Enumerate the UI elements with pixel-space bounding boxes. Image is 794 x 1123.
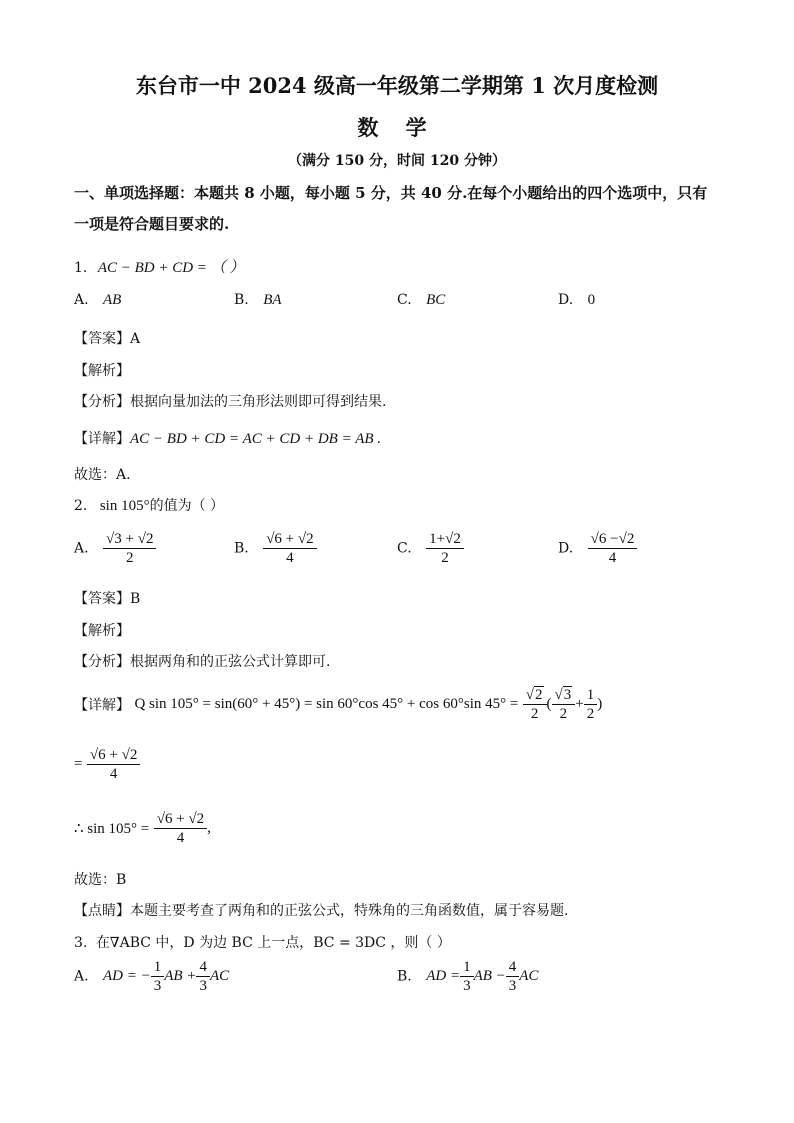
q2-option-b-denominator: 4 <box>286 550 294 566</box>
q2-therefore-numerator: √6 + √2 <box>154 810 207 829</box>
q2-xiangjie: 【详解】 Q sin 105° = sin(60° + 45°) = sin 60°cos 45° + cos 60°sin 45° = $\frac{√2}{2}$ ( $\frac{√3}{2}$ + $\frac{1}{2}$ ) <box>74 687 603 722</box>
q1-fenxi <box>74 391 386 411</box>
q2-fenxi <box>74 651 330 671</box>
q1-fenxi-text: 根据向量加法的三角形法则即可得到结果. <box>130 394 387 410</box>
q1-option-d-text: 0 <box>587 292 596 308</box>
q1-answer-label: 【答案】 <box>74 331 130 347</box>
q1-option-d <box>558 292 595 309</box>
q2-choose: 故选：B <box>74 872 127 888</box>
q2-dianjing-label: 【点睛】 <box>74 903 130 919</box>
q2-option-c-numerator: 1+√2 <box>426 530 464 549</box>
q2-xiangjie-result-line: = $\frac{√6 + √2}{4}$ <box>74 746 140 783</box>
q2-therefore-fraction <box>154 810 207 847</box>
q2-xiangjie-frac-1-over-2: $\frac{1}{2}$ <box>584 686 598 723</box>
q1-option-c <box>397 292 445 309</box>
q1-xiangjie-label: 【详解】 <box>74 431 130 447</box>
q2-stem-math: sin 105° <box>99 498 150 514</box>
q2-option-a-label: A. <box>74 540 89 557</box>
q1-number: 1. <box>74 260 88 276</box>
q2-xiangjie-expression: Q sin 105° = sin(60° + 45°) = sin 60°cos 45° + cos 60°sin 45° = <box>134 696 519 712</box>
q3-option-b: B. AD = $\frac{1}{3}$ AB − $\frac{4}{3}$ AC <box>397 959 539 994</box>
q3-number: 3. <box>74 935 88 951</box>
q2-therefore-denominator: 4 <box>176 830 185 846</box>
q2-option-d-numerator: √6 −√2 <box>588 530 638 549</box>
q1-option-b-label: B. <box>234 292 249 308</box>
q1-option-b-text: BA <box>263 292 282 308</box>
q2-xiangjie-label: 【详解】 <box>74 697 130 714</box>
q1-option-c-text: BC <box>426 292 446 308</box>
q2-number: 2. <box>74 498 88 514</box>
section-heading-line1: 一、单项选择题：本题共 8 小题，每小题 5 分，共 40 分.在每个小题给出的四个选项中，只有 <box>74 184 708 202</box>
q2-option-b <box>234 530 317 567</box>
q2-stem-text: 的值为（ ） <box>149 498 225 514</box>
q2-answer-value: B <box>130 591 141 607</box>
q2-option-c-denominator: 2 <box>441 550 449 566</box>
q2-xiangjie-frac-sqrt3-over-2: $\frac{√3}{2}$ <box>552 686 576 723</box>
q2-result-fraction <box>87 746 140 783</box>
q2-dianjing <box>74 900 568 920</box>
q1-option-c-label: C. <box>397 292 412 308</box>
page-title: 东台市一中 2024 级高一年级第二学期第 1 次月度检测 <box>135 73 659 98</box>
q3-option-b-label: B. <box>397 968 412 985</box>
q2-option-b-numerator: √6 + √2 <box>263 530 316 549</box>
q2-option-c-fraction <box>426 530 464 567</box>
q3-option-a: A. AD = − $\frac{1}{3}$ AB + $\frac{4}{3}$ AC <box>74 959 230 994</box>
q2-fenxi-label: 【分析】 <box>74 654 130 670</box>
q1-option-a-text: AB <box>103 292 122 308</box>
q1-option-a-label: A. <box>74 292 89 308</box>
q2-option-a <box>74 530 156 567</box>
q2-option-a-fraction <box>103 530 156 567</box>
q2-option-c-label: C. <box>397 540 412 557</box>
q1-answer <box>74 328 140 348</box>
q2-option-b-label: B. <box>234 540 249 557</box>
q1-stem <box>74 256 244 277</box>
q2-answer-label: 【答案】 <box>74 591 130 607</box>
q1-option-b <box>234 292 282 309</box>
q2-option-d-label: D. <box>558 540 574 557</box>
q3-stem <box>74 932 451 952</box>
q2-analysis-title: 【解析】 <box>74 623 130 639</box>
q1-fenxi-label: 【分析】 <box>74 394 130 410</box>
q1-answer-value: A <box>130 331 141 347</box>
section-heading-line2: 一项是符合题目要求的. <box>74 215 230 233</box>
q1-option-a <box>74 292 121 309</box>
q2-option-c <box>397 530 464 567</box>
q2-option-d-denominator: 4 <box>608 550 617 566</box>
q1-expression: AC − BD + CD = （ ） <box>97 260 245 276</box>
q1-option-d-label: D. <box>558 292 574 308</box>
q3-stem-text: 在∇ABC 中，D 为边 BC 上一点，BC = 3DC ，则（ ） <box>95 935 451 951</box>
score-time-line: （满分 150 分，时间 120 分钟） <box>288 153 506 169</box>
q2-dianjing-text: 本题主要考查了两角和的正弦公式，特殊角的三角函数值，属于容易题. <box>130 903 569 919</box>
q2-fenxi-text: 根据两角和的正弦公式计算即可. <box>130 654 331 670</box>
q1-analysis-title: 【解析】 <box>74 363 130 379</box>
q1-choose: 故选：A. <box>74 467 131 483</box>
subject-title: 数 学 <box>357 115 437 140</box>
q2-option-a-denominator: 2 <box>125 550 134 566</box>
q2-option-a-numerator: √3 + √2 <box>103 530 156 549</box>
q2-result-denominator: 4 <box>109 766 118 782</box>
q2-option-d <box>558 530 637 567</box>
q2-xiangjie-frac-sqrt2-over-2: $\frac{√2}{2}$ <box>523 686 547 723</box>
q2-result-numerator: √6 + √2 <box>87 746 140 765</box>
q2-option-d-fraction <box>588 530 638 567</box>
q2-stem <box>74 495 224 515</box>
q2-option-b-fraction <box>263 530 316 567</box>
q2-therefore-expression: ∴ sin 105° = <box>74 821 150 837</box>
q1-xiangjie <box>74 428 381 448</box>
q2-answer <box>74 588 140 608</box>
q3-option-a-label: A. <box>74 968 89 985</box>
q2-therefore-line: ∴ sin 105° = $\frac{√6 + √2}{4}$ , <box>74 811 211 846</box>
q1-xiangjie-math: AC − BD + CD = AC + CD + DB = AB . <box>130 431 382 447</box>
